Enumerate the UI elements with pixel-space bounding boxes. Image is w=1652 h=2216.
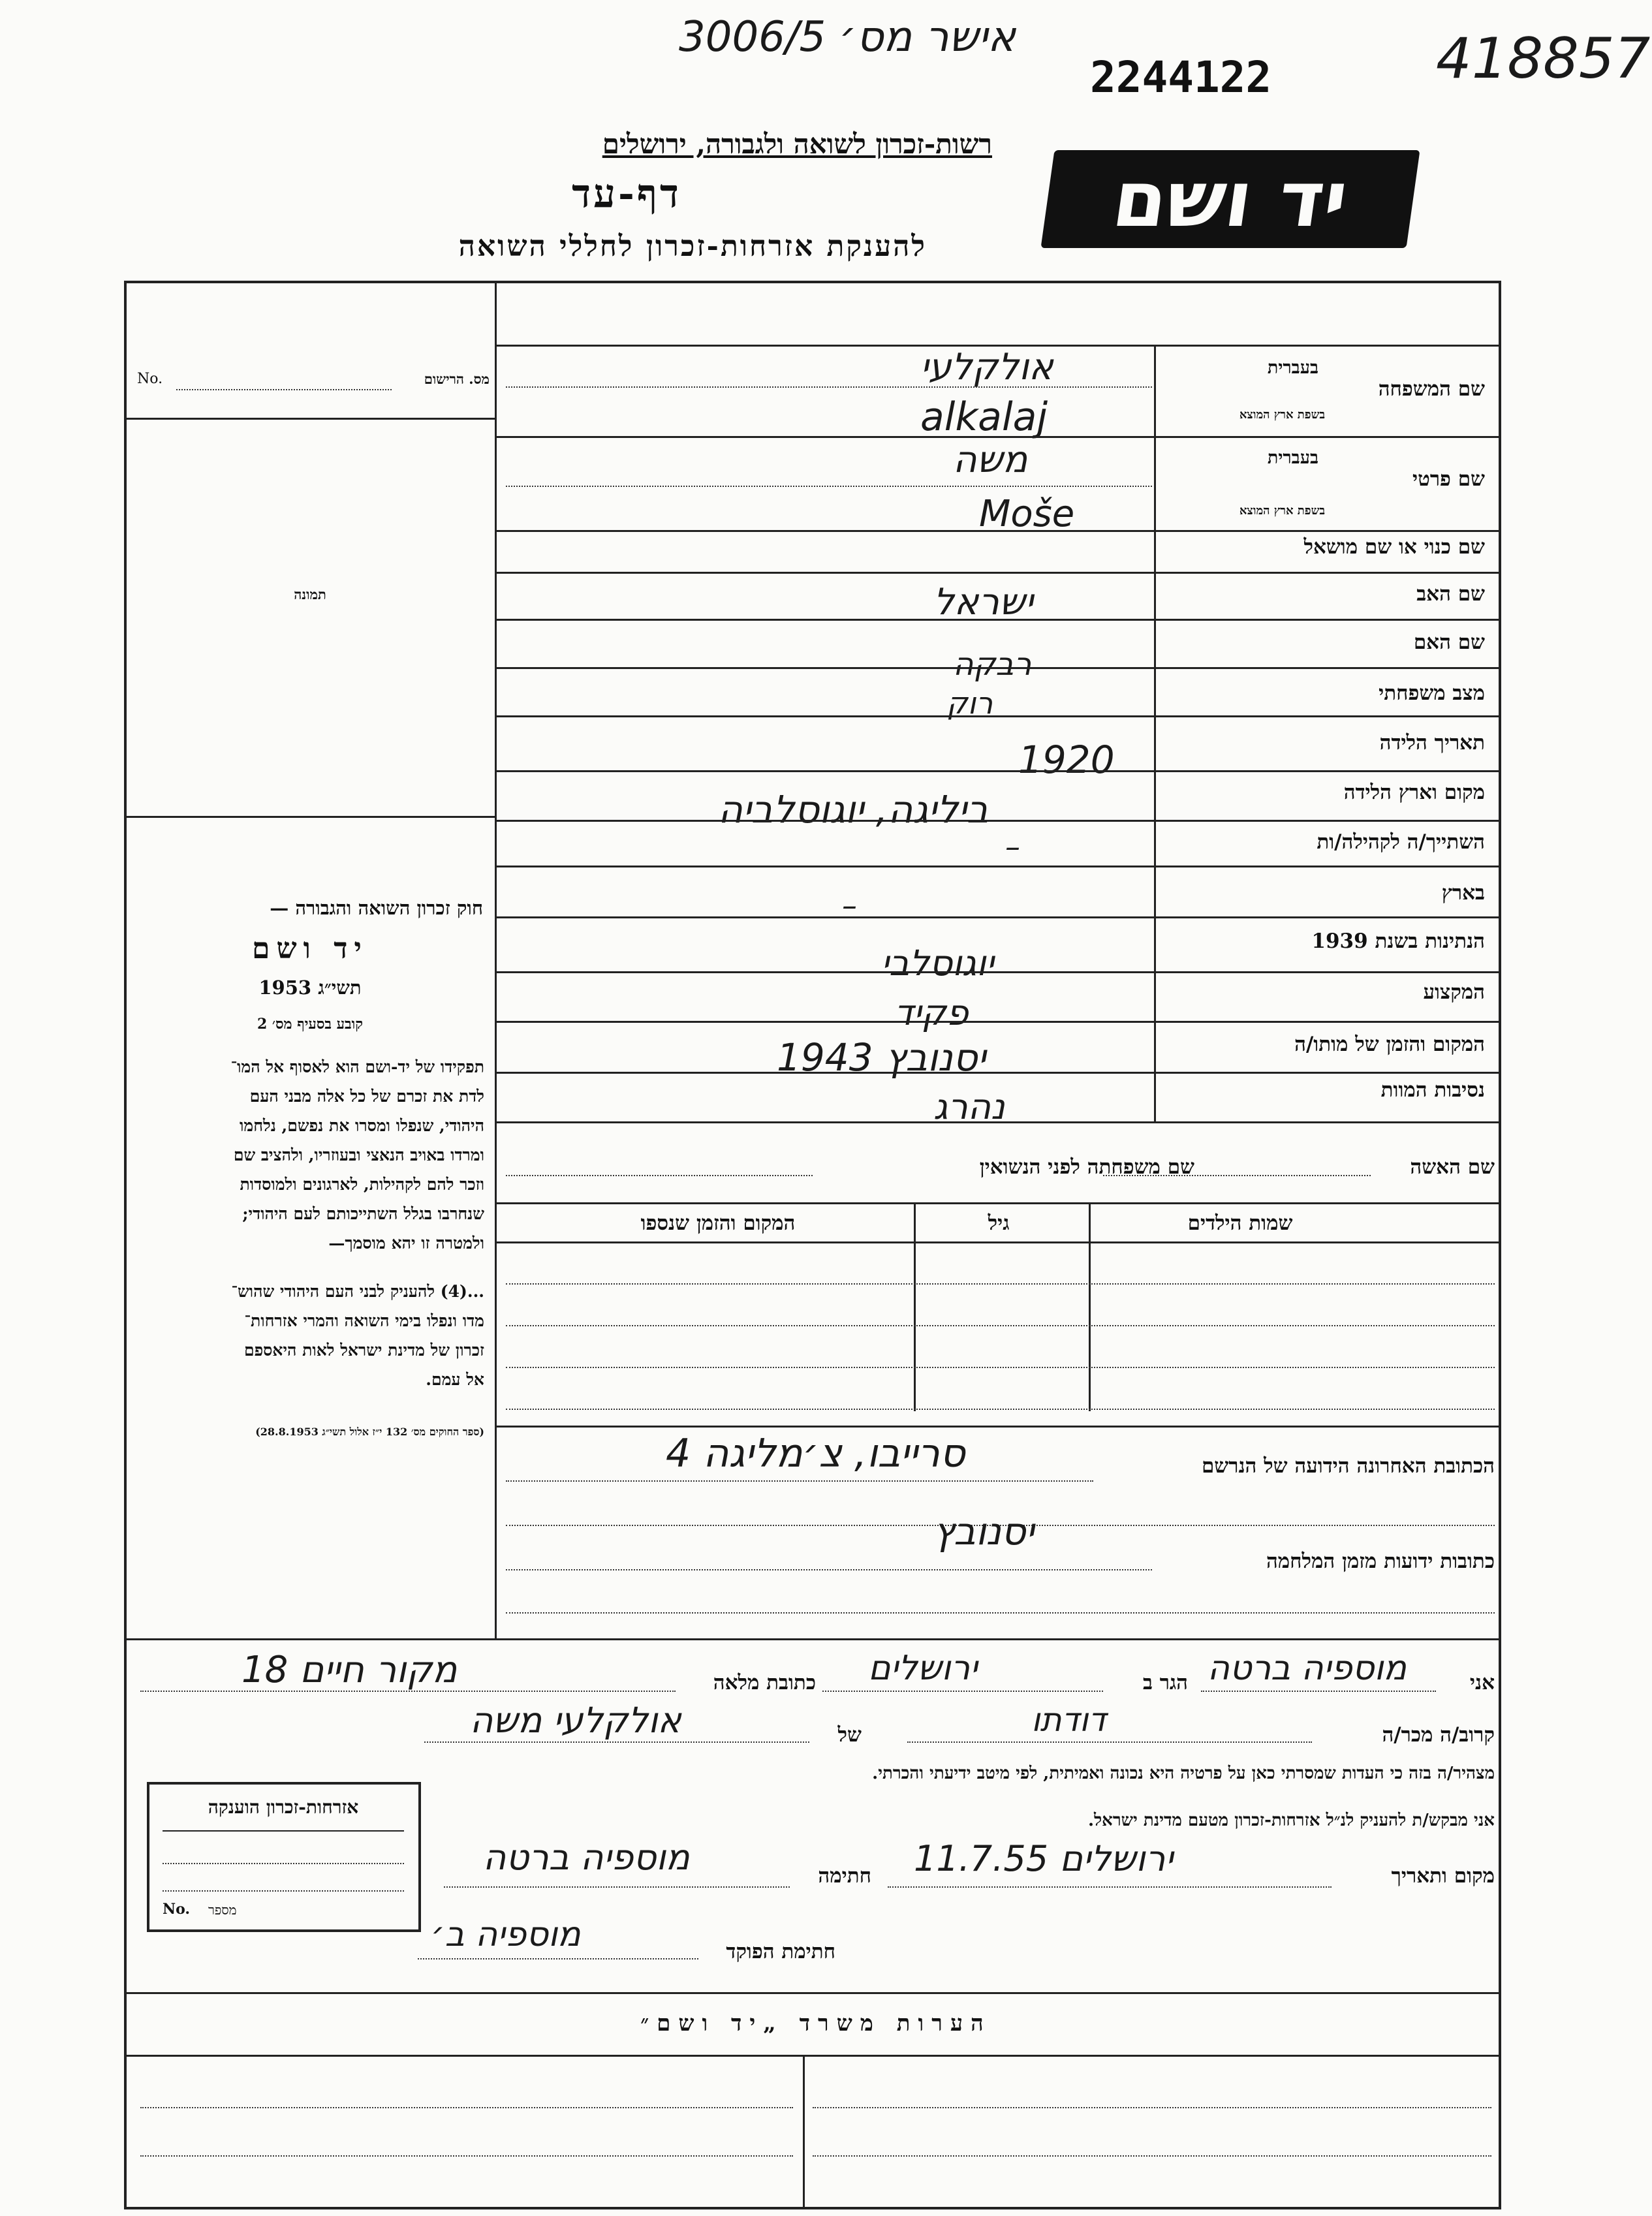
form-title: דף-עד — [572, 171, 681, 217]
surname-hebrew-value[interactable]: אולקלעי — [920, 346, 1053, 388]
declarant-of-name[interactable]: אולקלעי משה — [470, 1700, 681, 1741]
dob-label: תאריך הלידה — [1379, 731, 1485, 755]
surname-label: שם המשפחה — [1378, 377, 1485, 401]
law-year: תשי״ג 1953 — [258, 976, 362, 999]
profession-value[interactable]: פקיד — [894, 992, 969, 1033]
law-source: (ספר החוקים מס׳ 132 י״ז אלול תשי״ג 28.8.1953) — [255, 1426, 484, 1438]
children-age-header: גיל — [988, 1211, 1010, 1235]
signature-label: חתימה — [818, 1864, 871, 1888]
death-cause-label: נסיבות המוות — [1380, 1078, 1485, 1102]
citizenship-value[interactable]: יוגוסלבי — [881, 943, 994, 984]
firstname-label: שם פרטי — [1412, 467, 1485, 491]
yad-vashem-logo — [1040, 150, 1420, 248]
law-text-2: ...(4) להעניק לבני העם היהודי שהוש־ מדו ונפלו בימי השואה והמרי אזרחות־ זכרון של מדינת ישראל לאות היאספם אל עמם. — [231, 1282, 484, 1389]
father-value[interactable]: ישראל — [933, 581, 1034, 623]
wife-label: שם האשה — [1410, 1155, 1495, 1179]
nickname-label: שם כנוי או שם מושאל — [1303, 535, 1485, 559]
officer-signature[interactable]: מוספיה ב׳ — [431, 1915, 581, 1954]
declarant-relation[interactable]: דודתו — [1031, 1701, 1106, 1739]
law-clause: קובע בסעיף מס׳ 2 — [257, 1016, 364, 1033]
firstname-local-sub: בשפת ארץ המוצא — [1239, 504, 1325, 518]
surname-local-value[interactable]: alkalaj — [920, 394, 1048, 440]
declaration-text: מצהיר/ה בזה כי העדות שמסרתי כאן על פרטיה היא נכונה ואמיתית, לפי מיטב ידיעתי והכרתי. — [872, 1764, 1495, 1783]
certificate-title: אזרחות-זכרון הוענקה — [208, 1796, 359, 1818]
last-address-value[interactable]: סרייבו, צ׳מליגה 4 — [666, 1431, 965, 1476]
certificate-box — [147, 1782, 421, 1932]
firstname-hebrew-value[interactable]: משה — [953, 439, 1028, 481]
archive-number: 3006/5 אישר מס׳ — [679, 13, 1016, 61]
country-label: בארץ — [1441, 881, 1485, 905]
children-place-header: המקום והזמן שנספו — [640, 1211, 796, 1235]
declarant-i-label: אני — [1469, 1671, 1495, 1694]
place-date-label: מקום ותאריך — [1391, 1864, 1495, 1888]
war-address-label: כתובות ידועות מזמן המלחמה — [1266, 1550, 1495, 1573]
war-address-value[interactable]: יסנובץ — [933, 1509, 1035, 1553]
photo-label: תמונה — [294, 586, 326, 602]
declarant-full-address[interactable]: מקור חיים 18 — [242, 1649, 458, 1691]
law-name: יד ושם — [252, 932, 368, 965]
marital-value[interactable]: רוק — [946, 685, 993, 721]
law-title: חוק זכרון השואה והגבורה — — [270, 897, 483, 919]
registration-no-row — [137, 371, 490, 397]
marital-label: מצב משפחתי — [1379, 681, 1485, 705]
surname-local-sub: בשפת ארץ המוצא — [1239, 408, 1325, 422]
officer-signature-label: חתימת הפוקד — [726, 1940, 835, 1963]
authority-name: רשות-זכרון לשואה ולגבורה, ירושלים — [602, 128, 992, 160]
death-place-label: המקום והזמן של מותו/ה — [1294, 1033, 1485, 1056]
resident-label: הגר ב — [1142, 1671, 1188, 1694]
community-label: השתייך/ה לקהילה/ות — [1317, 830, 1485, 854]
last-address-label: הכתובת האחרונה הידועה של הנרשם — [1201, 1454, 1495, 1478]
mother-value[interactable]: רבקה — [953, 646, 1032, 683]
declarant-city[interactable]: ירושלים — [868, 1649, 978, 1688]
community-value[interactable]: – — [1005, 829, 1020, 864]
declarant-name[interactable]: מוספיה ברטה — [1208, 1649, 1407, 1688]
of-label: של — [837, 1723, 862, 1747]
firstname-local-value[interactable]: Moše — [979, 493, 1075, 535]
death-cause-value[interactable]: נהרג — [933, 1086, 1005, 1127]
declarant-signature[interactable]: מוספיה ברטה — [483, 1837, 690, 1878]
certificate-number-label: מספר — [208, 1902, 237, 1918]
logo-text: יד ושם — [1107, 154, 1354, 244]
mother-label: שם האם — [1413, 631, 1485, 654]
country-value[interactable]: – — [842, 888, 857, 923]
firstname-heb-sub: בעברית — [1267, 448, 1318, 468]
reg-no-en-label: No. — [137, 371, 163, 387]
death-place-value[interactable]: יסנובץ 1943 — [777, 1035, 986, 1080]
birthplace-label: מקום וארץ הלידה — [1343, 781, 1485, 804]
relative-label: קרוב/ה מכר/ה — [1382, 1723, 1495, 1747]
reg-no-label: מס. הרישום — [424, 371, 490, 387]
stamped-number: 2244122 — [1090, 52, 1272, 102]
dob-value[interactable]: 1920 — [1018, 738, 1115, 782]
request-text: אני מבקש/ת להעניק לנ״ל אזרחות-זכרון מטעם מדינת ישראל. — [1087, 1811, 1495, 1830]
certificate-no-label: No. — [163, 1901, 191, 1918]
father-label: שם האב — [1416, 582, 1485, 606]
office-notes-title: הערות משרד „יד ושם״ — [640, 2010, 991, 2037]
citizenship-label: הנתינות בשנת 1939 — [1311, 929, 1485, 953]
place-date-value[interactable]: ירושלים 11.7.55 — [914, 1838, 1174, 1879]
surname-heb-sub: בעברית — [1267, 358, 1318, 378]
children-names-header: שמות הילדים — [1187, 1211, 1293, 1235]
law-text-1: תפקידו של יד-ושם הוא לאסוף אל המו־ לדת את זכרם של כל אלה מבני העם היהודי, שנפלו ומסרו את נפשם, נלחמו ומרדו באויב הנאצי ובעוזריו, ולהציב שם וזכר להם לקהילות, לארגונים ולמוסדות שנחרבו בגלל השתייכותם לעם היהודי; ולמטרה זו יהא מוסמך— — [230, 1057, 484, 1253]
birthplace-value[interactable]: ביליגה, יוגוסלביה — [718, 787, 989, 832]
full-address-label: כתובת מלאה — [713, 1671, 816, 1694]
maiden-name-label: שם משפחתה לפני הנשואין — [979, 1155, 1194, 1179]
handwritten-number: 418857 — [1436, 26, 1651, 91]
form-subtitle: להענקת אזרחות-זכרון לחללי השואה — [458, 230, 927, 263]
profession-label: המקצוע — [1423, 980, 1485, 1004]
